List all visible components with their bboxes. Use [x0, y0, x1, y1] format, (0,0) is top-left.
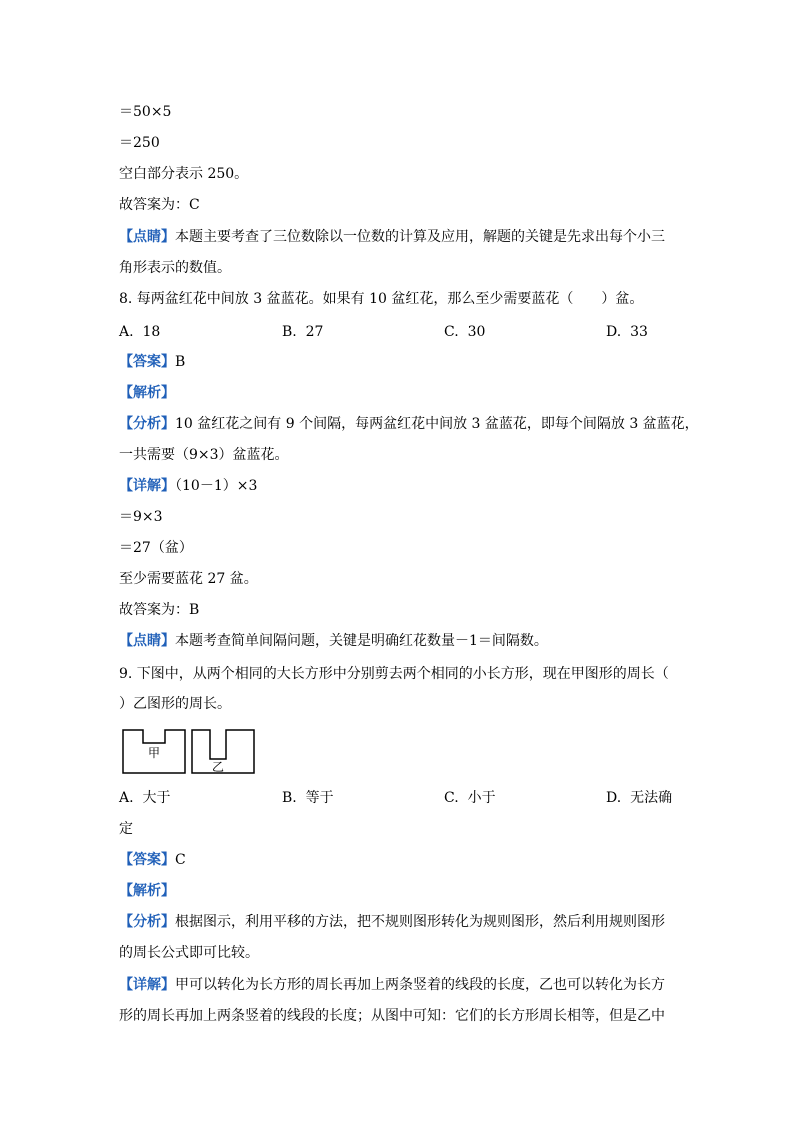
- jiexi-tag: 【解析】: [119, 385, 175, 401]
- calc-line: ＝250: [119, 135, 160, 151]
- q8-dianjing: [119, 631, 548, 651]
- answer-tag: 【答案】: [119, 354, 175, 370]
- text-line: 一共需要（9×3）盆蓝花。: [119, 447, 289, 463]
- q9-fenxi: [119, 912, 665, 932]
- question-8: 8. 每两盆红花中间放 3 盆蓝花。如果有 10 盆红花，那么至少需要蓝花（ ）盆。: [119, 291, 644, 307]
- xiangjie-tag: 【详解】: [119, 977, 175, 993]
- answer-tag: 【答案】: [119, 852, 175, 868]
- label-yi: 乙: [212, 760, 225, 774]
- text-line: 形的周长再加上两条竖着的线段的长度；从图中可知：它们的长方形周长相等，但是乙中: [119, 1008, 665, 1024]
- fenxi-text: 10 盆红花之间有 9 个间隔，每两盆红花中间放 3 盆蓝花，即每个间隔放 3 盆蓝花，: [175, 416, 699, 432]
- q9-option-d-cont: 定: [119, 821, 133, 837]
- fenxi-tag: 【分析】: [119, 914, 175, 930]
- dianjing-text: 本题主要考查了三位数除以一位数的计算及应用，解题的关键是先求出每个小三: [175, 229, 665, 245]
- q8-option-b: B. 27: [282, 324, 324, 340]
- answer-line: 故答案为：C: [119, 197, 200, 213]
- q8-jiexi: [119, 383, 175, 403]
- question-9-cont: ）乙图形的周长。: [119, 696, 231, 712]
- q8-option-d: D. 33: [606, 324, 648, 340]
- dianjing-text: 本题考查简单间隔问题，关键是明确红花数量－1＝间隔数。: [175, 633, 548, 649]
- jiexi-tag: 【解析】: [119, 883, 175, 899]
- q9-jiexi: [119, 881, 175, 901]
- xiangjie-text: 甲可以转化为长方形的周长再加上两条竖着的线段的长度，乙也可以转化为长方: [175, 977, 665, 993]
- text-line: 至少需要蓝花 27 盆。: [119, 571, 258, 587]
- calc-line: ＝50×5: [119, 104, 172, 120]
- q8-fenxi: [119, 414, 699, 434]
- fenxi-text: 根据图示，利用平移的方法，把不规则图形转化为规则图形，然后利用规则图形: [175, 914, 665, 930]
- answer-value: C: [175, 852, 186, 868]
- q8-answer: [119, 352, 185, 372]
- text-line: 空白部分表示 250。: [119, 166, 249, 182]
- text-line: 的周长公式即可比较。: [119, 945, 259, 961]
- dianjing-tag: 【点睛】: [119, 229, 175, 245]
- calc-line: ＝9×3: [119, 509, 163, 525]
- xiangjie-tag: 【详解】: [119, 478, 175, 494]
- q9-option-c: C. 小于: [444, 790, 496, 806]
- q9-xiangjie: [119, 975, 665, 995]
- q8-option-c: C. 30: [444, 324, 486, 340]
- answer-value: B: [175, 354, 186, 370]
- dianjing-tag: 【点睛】: [119, 633, 175, 649]
- q9-option-d: D. 无法确: [606, 790, 673, 806]
- xiangjie-text: （10－1）×3: [175, 478, 258, 494]
- question-9: 9. 下图中，从两个相同的大长方形中分别剪去两个相同的小长方形，现在甲图形的周长（: [119, 666, 669, 682]
- q8-xiangjie: [119, 476, 257, 496]
- q9-answer: [119, 850, 186, 870]
- text-line: 角形表示的数值。: [119, 260, 231, 276]
- fenxi-tag: 【分析】: [119, 416, 175, 432]
- perimeter-figure: [119, 726, 259, 778]
- answer-line: 故答案为：B: [119, 602, 200, 618]
- q9-option-b: B. 等于: [282, 790, 334, 806]
- calc-line: ＝27（盆）: [119, 540, 193, 556]
- dianjing-paragraph: [119, 227, 665, 247]
- q8-option-a: A. 18: [119, 324, 161, 340]
- label-jia: 甲: [148, 746, 161, 760]
- q9-option-a: A. 大于: [119, 790, 171, 806]
